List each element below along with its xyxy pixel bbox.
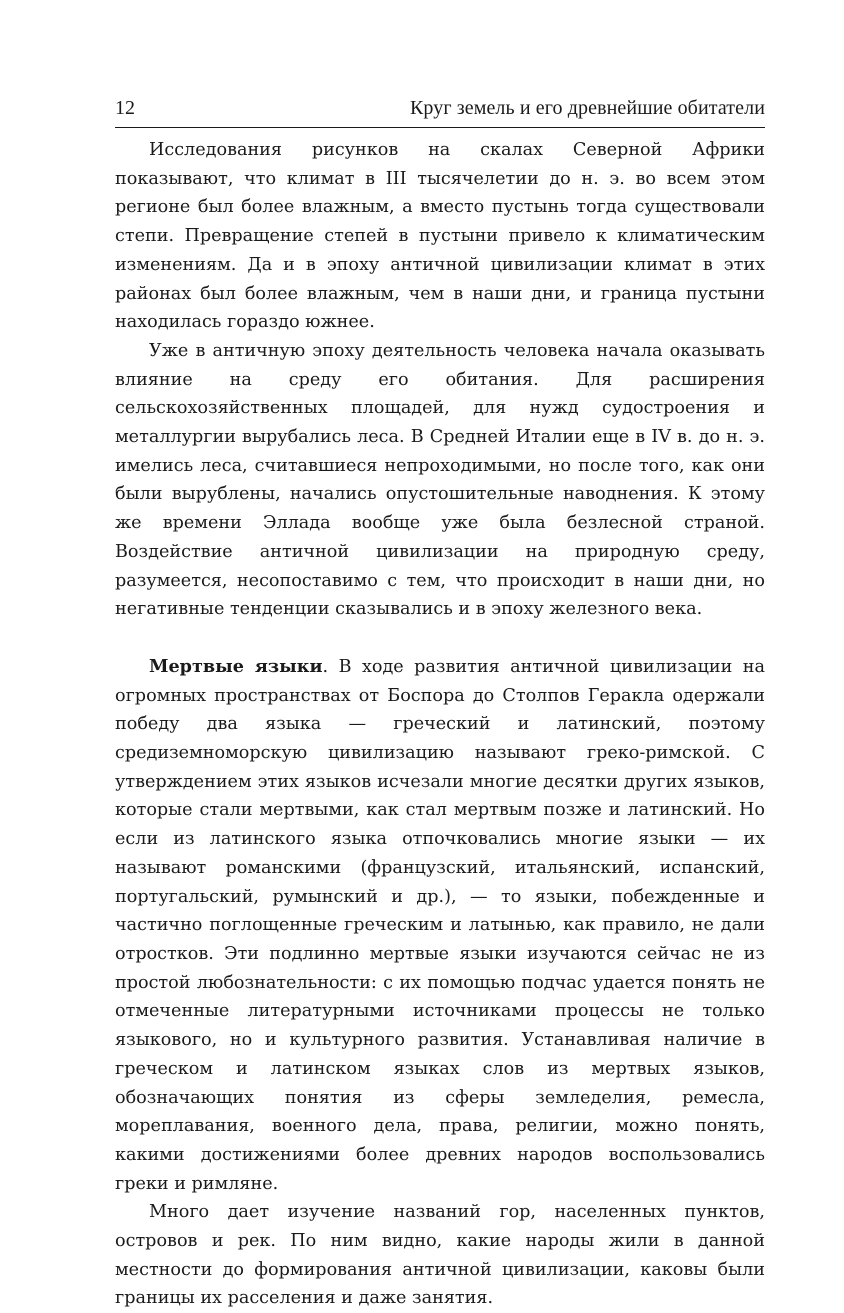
running-title: Круг земель и его древнейшие обитатели bbox=[409, 97, 765, 119]
paragraph-dead-languages bbox=[115, 653, 765, 1198]
running-header bbox=[115, 95, 765, 128]
page-body bbox=[115, 136, 765, 1313]
page-number: 12 bbox=[115, 97, 135, 119]
paragraph-dead-languages-text: . В ходе развития античной цивилизации на огромных пространствах от Боспора до Столпов Геракла одержали победу два языка — греческий и латинский, поэтому средиземноморскую цивилизацию называют греко-римской. С утверждением этих языков исчезали многие десятки других языков, которые стали мертвыми, как стал мертвым позже и латинский. Но если из латинского языка отпочковались многие языки — их называют романскими (французский, итальянский, испанский, португальский, румынский и др.), — то языки, побежденные и частично поглощенные греческим и латынью, как правило, не дали отростков. Эти подлинно мертвые языки изучаются сейчас не из простой любознательности: с их помощью подчас удается понять не отмеченные литературными источниками процессы не только языкового, но и культурного развития. Устанавливая наличие в греческом и латинском языках слов из мертвых языков, обозначающих понятия из сферы земледелия, ремесла, мореплавания, военного дела, права, религии, можно понять, какими достижениями более древних народов воспользовались греки и римляне. bbox=[115, 656, 766, 1194]
paragraph-toponyms: Много дает изучение названий гор, населенных пунктов, островов и рек. По ним видно, какие народы жили в данной местности до формирования античной цивилизации, каковы были границы их расселения и даже занятия. bbox=[115, 1202, 765, 1309]
paragraph-human-impact: Уже в античную эпоху деятельность человека начала оказывать влияние на среду его обитания. Для расширения сельскохозяйственных площадей, для нужд судостроения и металлургии вырубались леса. В Средней Италии еще в IV в. до н. э. имелись леса, считавшиеся непроходимыми, но после того, как они были вырублены, начались опустошительные наводнения. К этому же времени Эллада вообще уже была безлесной страной. Воздействие античной цивилизации на природную среду, разумеется, несопоставимо с тем, что происходит в наши дни, но негативные тенденции сказывались и в эпоху железного века. bbox=[115, 340, 765, 620]
book-page bbox=[115, 95, 765, 1313]
paragraph-climate: Исследования рисунков на скалах Северной Африки показывают, что климат в III тысячелетии до н. э. во всем этом регионе был более влажным, а вместо пустынь тогда существовали степи. Превращение степей в пустыни привело к климатическим изменениям. Да и в эпоху античной цивилизации климат в этих районах был более влажным, чем в наши дни, и граница пустыни находилась гораздо южнее. bbox=[115, 140, 765, 333]
section-heading-dead-languages: Мертвые языки bbox=[149, 655, 323, 677]
